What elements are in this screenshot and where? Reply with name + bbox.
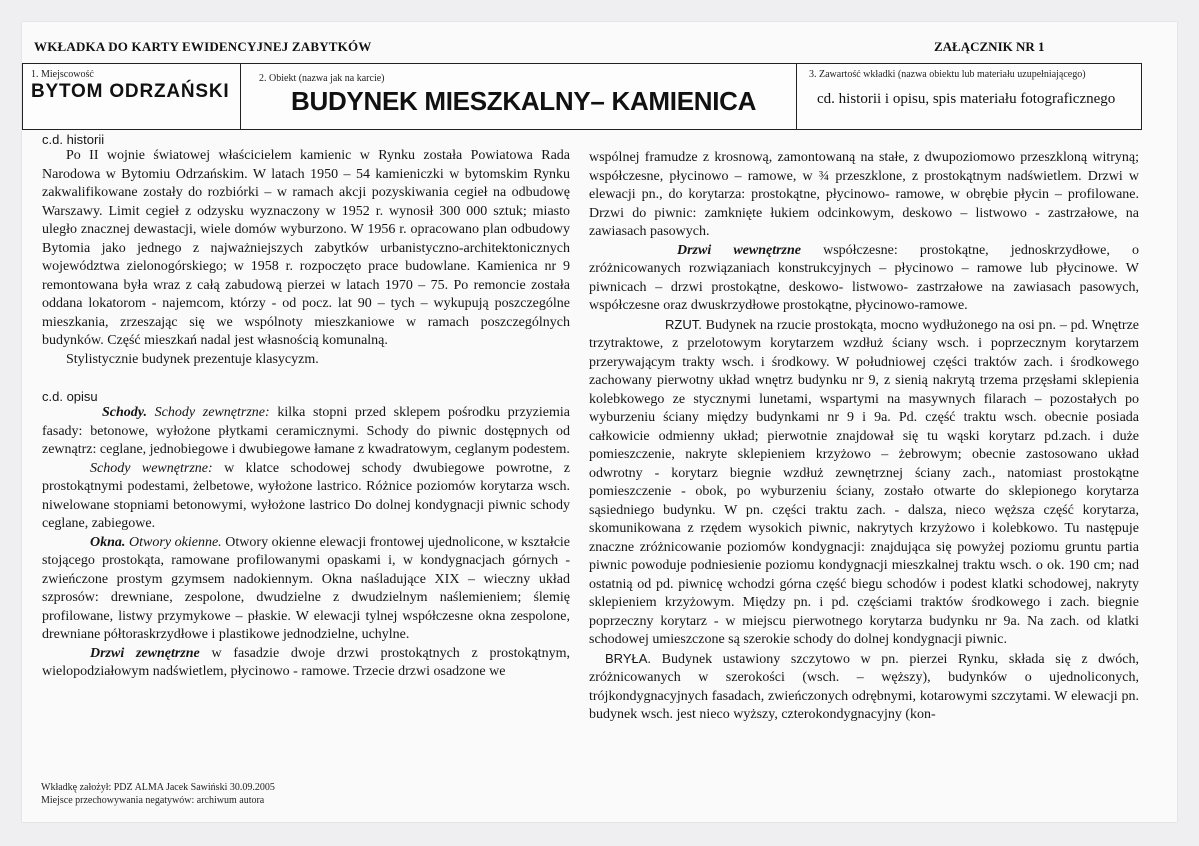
author-note: Wkładkę założył: PDZ ALMA Jacek Sawiński 30.09.2005 (41, 782, 275, 793)
description-heading: c.d. opisu (42, 389, 98, 404)
spacer (42, 369, 570, 389)
contents-field (796, 63, 1142, 130)
contents-label: 3. Zawartość wkładki (nazwa obiektu lub materiału uzupełniającego) (809, 69, 1086, 80)
inner-doors-text: współczesne: prostokątne, jednoskrzydłowe, o zróżnicowanych rozwiązaniach konstrukcyjnych – płycinowo – ramowe lub płycinowe. W piwnicach – drzwi prostokątne, deskowo- listwowo- zastrzałowe na zawiasach pasowych, współczesne oraz dwuskrzydłowe prostokątne, płycinowo-ramowe. (589, 242, 1139, 313)
history-heading: c.d. historii (42, 132, 105, 147)
locality-field (22, 63, 242, 130)
right-column (589, 149, 1139, 725)
object-field (240, 63, 798, 130)
inner-doors-paragraph (589, 242, 1139, 316)
doors-continued-paragraph: wspólnej framudze z krosnową, zamontowaną na stałe, z dwupoziomowo przeszkloną witryną; współczesne, płycinowo – ramowe, w ¾ przeszklone, z prostokątnym nadświetlem. Drzwi w elewacji pn., do korytarza: prostokątne, płycinowo- ramowe, w obrębie płycin – profilowane. Drzwi do piwnic: zamknięte łukiem odcinkowym, deskowo – listwowo - zastrzałowe, na zawiasach pasowych. (589, 150, 1139, 239)
object-label: 2. Obiekt (nazwa jak na karcie) (259, 73, 385, 84)
plan-title: RZUT. (665, 316, 702, 332)
form-title: WKŁADKA DO KARTY EWIDENCYJNEJ ZABYTKÓW (34, 39, 372, 54)
windows-paragraph (42, 534, 570, 645)
contents-value: cd. historii i opisu, spis materiału fotograficznego (817, 91, 1116, 107)
stairs-inner-text: w klatce schodowej schody dwubiegowe powrotne, z prostokątnymi podestami, żelbetowe, wyłożone lastrico. Różnice poziomów korytarza wsch. niwelowane stopniami betonowymi, wyłożone lastrico Do dolnej kondygnacji piwnic schody ceglane, zabiegowe. (42, 460, 570, 531)
windows-title: Okna. (90, 534, 126, 550)
outer-doors-paragraph (42, 645, 570, 682)
history-paragraph: Po II wojnie światowej właścicielem kamienic w Rynku została Powiatowa Rada Narodowa w Bytomiu Odrzańskim. W latach 1950 – 54 kamieniczki w bytomskim Rynku zakwalifikowane zostały do rozbiórki – w ramach akcji pozyskiwania cegieł na odbudowę Warszawy. Limit cegieł z odzysku wyznaczony w 1952 r. wynosił 300 000 sztuk; miasto uległo znacznej dewastacji, wiele domów wyburzono. W 1956 r. opracowano plan odbudowy Bytomia jako jednego z najważniejszych zabytków urbanistyczno-architektonicznych województwa zielonogórskiego; w 1958 r. rozpoczęto prace budowlane. Kamienica nr 9 remontowana była wraz z całą zabudową pierzei w latach 1970 – 75. Po remoncie została oddana lokatorom - najemcom, którzy - od pocz. lat 90 – tych – wykupują poszczególne mieszkania, zrzeszając się we wspólnoty mieszkaniowe w ramach poszczególnych budynków. Część mieszkań nadal jest własnością komunalną. (42, 148, 570, 348)
negatives-location-note: Miejsce przechowywania negatywów: archiwum autora (41, 795, 265, 806)
massing-paragraph (589, 650, 1139, 725)
stairs-outer-text: kilka stopni przed sklepem pośrodku przyziemia fasady: betonowe, wyłożone płytkami ceramicznymi. Schody do piwnic dostępnych od zewnątrz: ceglane, jednobiegowe i dwubiegowe łamane z kwadratowym, ceglanym podestem. (42, 405, 570, 457)
stairs-outer-subtitle: Schody zewnętrzne: (154, 405, 270, 420)
outer-doors-text: w fasadzie dwoje drzwi prostokątnych z prostokątnym, wielopodziałowym nadświetlem, płycinowo - ramowe. Trzecie drzwi osadzone we (42, 645, 570, 679)
massing-text: Budynek ustawiony szczytowo w pn. pierzei Rynku, składa się z dwóch, zróżnicowanych w szerokości (wsch. – węższy), budynków o ujednoliconych, trójkondygnacyjnych fasadach, zwieńczonych odrębnymi, kotarowymi szczytami. W elewacji pn. budynek wsch. jest nieco wyższy, czterokondygnacyjny (kon- (589, 651, 1139, 722)
plan-paragraph (589, 316, 1139, 650)
style-paragraph: Stylistycznie budynek prezentuje klasycyzm. (66, 351, 319, 367)
outer-doors-title: Drzwi zewnętrzne (90, 645, 200, 661)
stairs-paragraph (42, 404, 570, 460)
stairs-title: Schody. (102, 405, 147, 420)
locality-label: 1. Miejscowość (31, 69, 94, 80)
massing-title: BRYŁA. (605, 650, 652, 666)
windows-subtitle: Otwory okienne. (129, 534, 222, 550)
inner-stairs-paragraph (42, 460, 570, 534)
left-column (42, 132, 570, 682)
stairs-inner-subtitle: Schody wewnętrzne: (90, 460, 213, 476)
plan-text: Budynek na rzucie prostokąta, mocno wydłużonego na osi pn. – pd. Wnętrze trzytraktowe, z przelotowym korytarzem wzdłuż ściany wsch. i poprzecznym korytarzem przerywającym trakty wsch. i środkowy. W południowej części traktów zach. i środkowego zachowany pierwotny układ wnętrz budynku nr 9, z sienią nakrytą trzema przęsłami sklepienia kolebkowego ze stycznymi lunetami, wspartymi na masywnych filarach – pozostałych po wyburzeniu ściany między budynkami nr 9 i 9a. Pd. część traktu wsch. obecnie posiada całkowicie odmienny układ; pierwotnie znajdował się tu wąski korytarz pd.zach. i duże pomieszczenie, nakryte sklepieniem krzyżowo – żebrowym; obecnie zastosowano układ odwrotny - korytarz biegnie wzdłuż zewnętrznej ściany zach., natomiast prostokątne pomieszczenie - obok, po wyburzeniu ściany, zostało otwarte do sklepionego korytarza sąsiedniego budynku. W pn. części traktu zach. - dalsza, nieco węższa część korytarza, skomunikowana z rzędem wysokich piwnic, nakrytych krzyżowo i kolebkowo. Tu następuje znaczne zróżnicowanie poziomów kondygnacji: znajdująca się powyżej poziomu gruntu partia piwnic powoduje podniesienie poziomu kondygnacji mieszkalnej traktu wsch. o ok. 190 cm; nad ostatnią od pd. piwnicę wchodzi górna część biegu schodów i podest klatki schodowej, nakryty sklepieniem krzyżowym. Między pn. i pd. częściami traktów środkowego i zach. biegnie poprzeczny korytarz - w miejscu pierwotnego korytarza budynku nr 9a. Na zach. od klatki schodowej umieszczone są szerokie schody do dolnej kondygnacji piwnic. (589, 317, 1139, 647)
object-value: BUDYNEK MIESZKALNY– KAMIENICA (291, 86, 757, 116)
inner-doors-title: Drzwi wewnętrzne (677, 242, 802, 258)
locality-value: BYTOM ODRZAŃSKI (31, 81, 230, 102)
windows-text: Otwory okienne elewacji frontowej ujednolicone, w kształcie stojącego prostokąta, ramowane profilowanymi opaskami i, w kondygnacjach górnych - zwieńczone prostym gzymsem nadokiennym. Okna naśladujące XIX – wieczny układ szprosów: drewniane, zespolone, dwudzielne z dwudzielnym naślemieniem; ślemię profilowane, listwy przymykowe – płaskie. W elewacji tylnej współczesne okna zespolone, drewniane półtoraskrzydłowe i plastikowe jednodzielne, uchylne. (42, 534, 571, 642)
attachment-number: ZAŁĄCZNIK NR 1 (934, 39, 1045, 54)
